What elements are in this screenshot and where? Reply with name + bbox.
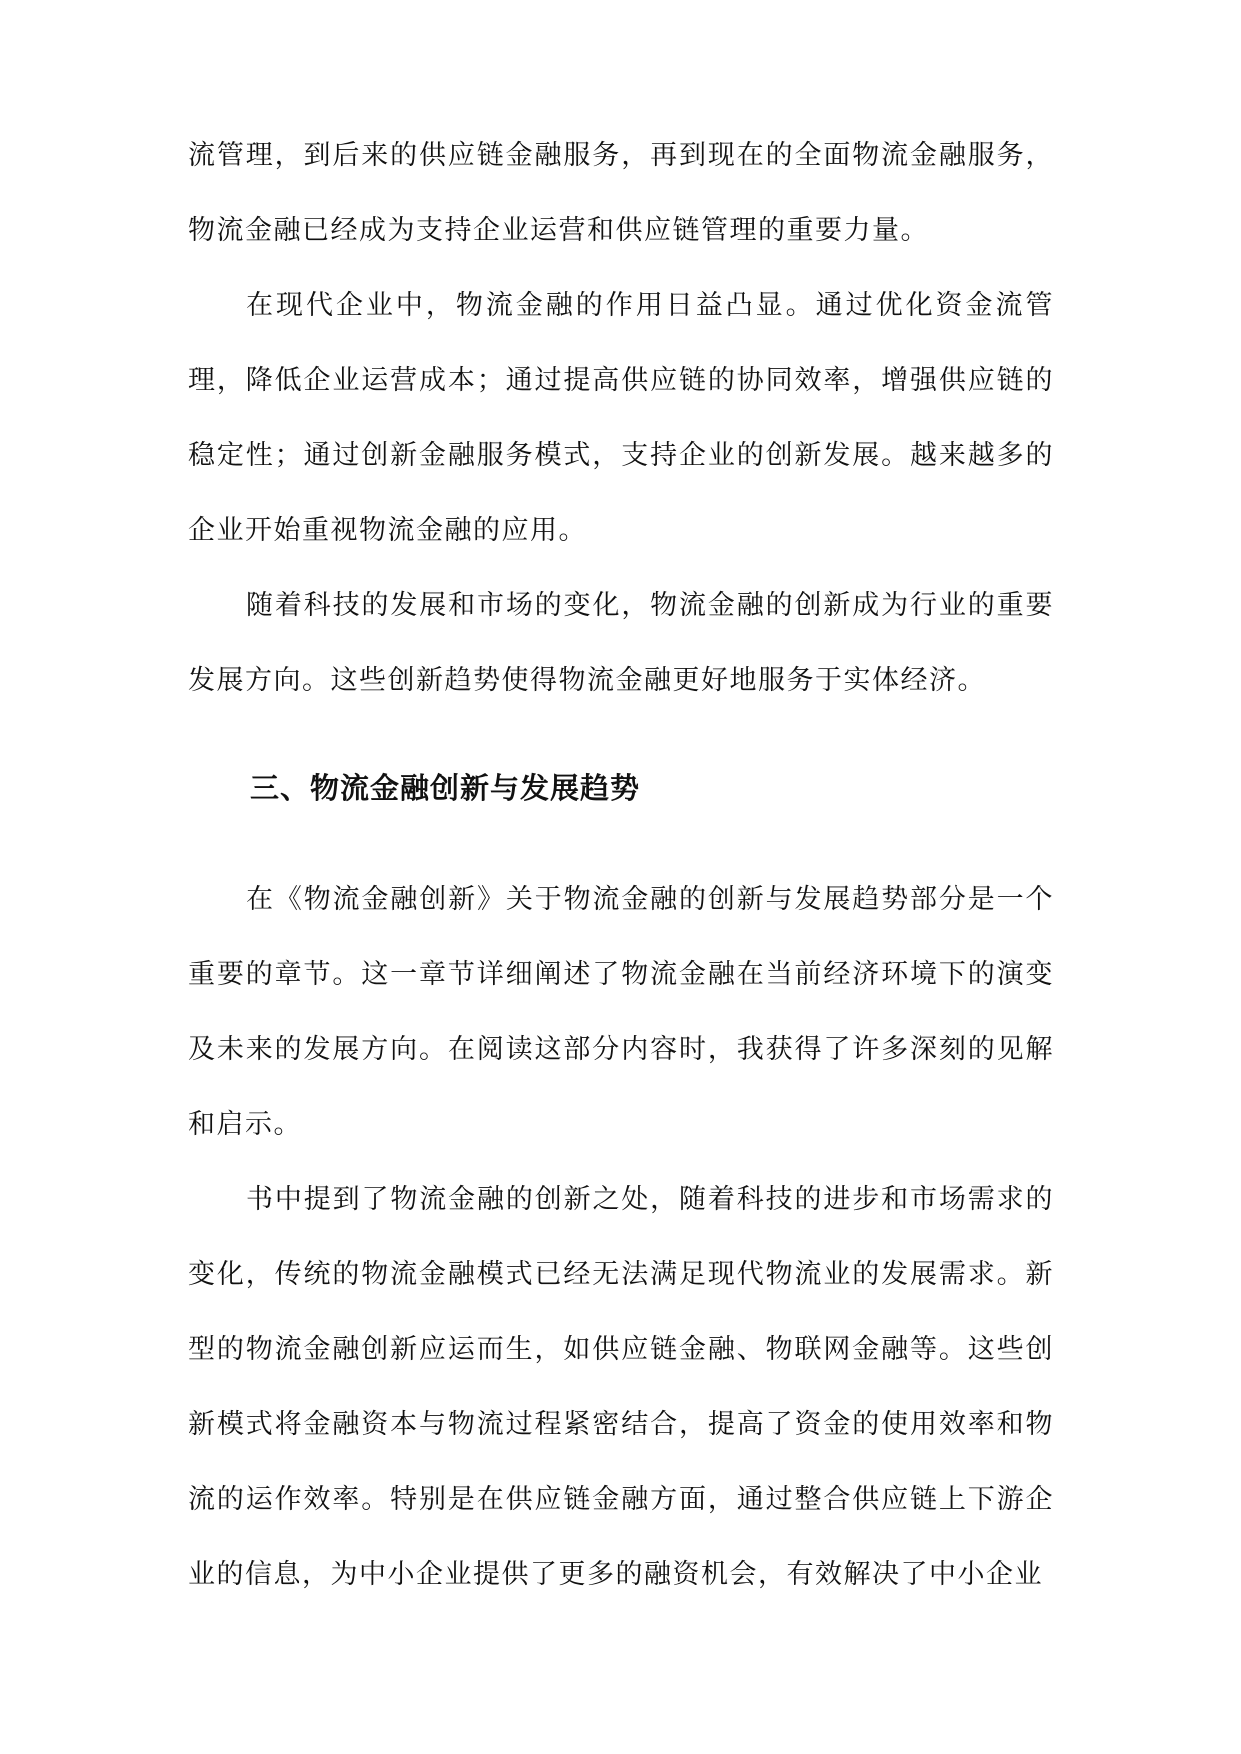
paragraph-continuation: 流管理，到后来的供应链金融服务，再到现在的全面物流金融服务，物流金融已经成为支持企业运营和供应链管理的重要力量。 [188,140,1054,246]
paragraph-chapter-intro: 在《物流金融创新》关于物流金融的创新与发展趋势部分是一个重要的章节。这一章节详细阐述了物流金融在当前经济环境下的演变及未来的发展方向。在阅读这部分内容时，我获得了许多深刻的见解和启示。 [188,884,1054,1140]
top-text-block [188,118,1054,718]
paragraph-innovation-details: 书中提到了物流金融的创新之处，随着科技的进步和市场需求的变化，传统的物流金融模式已经无法满足现代物流业的发展需求。新型的物流金融创新应运而生，如供应链金融、物联网金融等。这些创新模式将金融资本与物流过程紧密结合，提高了资金的使用效率和物流的运作效率。特别是在供应链金融方面，通过整合供应链上下游企业的信息，为中小企业提供了更多的融资机会，有效解决了中小企业 [188,1184,1054,1590]
section-heading: 三、物流金融创新与发展趋势 [250,771,641,805]
paragraph-logistics-finance-role: 在现代企业中，物流金融的作用日益凸显。通过优化资金流管理，降低企业运营成本；通过提高供应链的协同效率，增强供应链的稳定性；通过创新金融服务模式，支持企业的创新发展。越来越多的企业开始重视物流金融的应用。 [188,290,1054,546]
paragraph-innovation-direction: 随着科技的发展和市场的变化，物流金融的创新成为行业的重要发展方向。这些创新趋势使得物流金融更好地服务于实体经济。 [188,590,1054,696]
section-three-text-block [188,862,1054,1612]
